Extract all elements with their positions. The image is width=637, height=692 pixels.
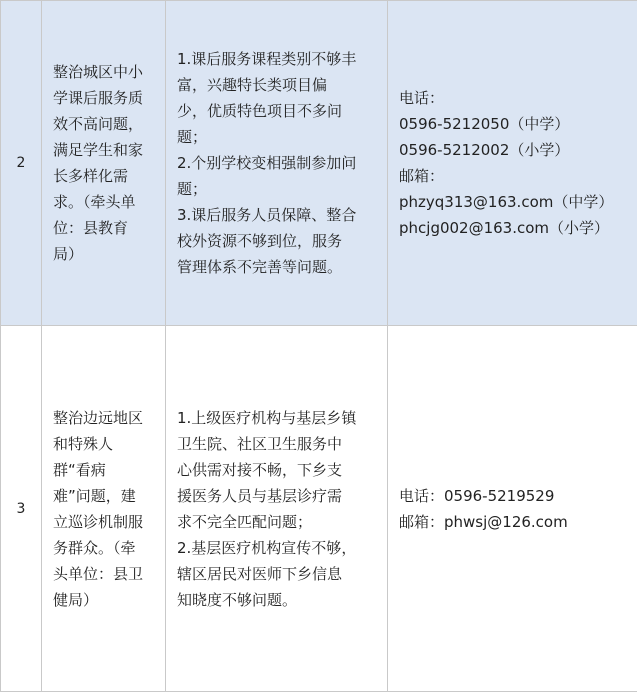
task-line: 务群众。（牵 bbox=[53, 535, 155, 561]
phone-line: 电话：0596-5219529 bbox=[399, 483, 627, 509]
task-line: 整治边远地区 bbox=[53, 405, 155, 431]
problem-line: 校外资源不够到位，服务 bbox=[177, 228, 377, 254]
problem-line: 心供需对接不畅，下乡支 bbox=[177, 457, 377, 483]
task-cell bbox=[42, 1, 166, 326]
email-line: 邮箱：phwsj@126.com bbox=[399, 509, 627, 535]
problem-line: 题； bbox=[177, 176, 377, 202]
task-line: 立巡诊机制服 bbox=[53, 509, 155, 535]
task-line: 局） bbox=[53, 241, 155, 267]
task-line: 难”问题，建 bbox=[53, 483, 155, 509]
task-line: 学课后服务质 bbox=[53, 85, 155, 111]
problem-line: 1.课后服务课程类别不够丰 bbox=[177, 46, 377, 72]
task-line: 位：县教育 bbox=[53, 215, 155, 241]
task-line: 健局） bbox=[53, 587, 155, 613]
problems-cell bbox=[166, 1, 388, 326]
task-line: 长多样化需 bbox=[53, 163, 155, 189]
problem-line: 知晓度不够问题。 bbox=[177, 587, 377, 613]
task-line: 和特殊人 bbox=[53, 431, 155, 457]
task-line: 群“看病 bbox=[53, 457, 155, 483]
phone-number: 0596-5212050（中学） bbox=[399, 111, 627, 137]
problem-line: 卫生院、社区卫生服务中 bbox=[177, 431, 377, 457]
problem-line: 2.基层医疗机构宣传不够， bbox=[177, 535, 377, 561]
task-line: 整治城区中小 bbox=[53, 59, 155, 85]
task-line: 求。（牵头单 bbox=[53, 189, 155, 215]
problem-line: 1.上级医疗机构与基层乡镇 bbox=[177, 405, 377, 431]
contact-cell bbox=[388, 1, 637, 326]
problem-line: 援医务人员与基层诊疗需 bbox=[177, 483, 377, 509]
problem-line: 求不完全匹配问题； bbox=[177, 509, 377, 535]
problem-line: 管理体系不完善等问题。 bbox=[177, 254, 377, 280]
task-line: 效不高问题， bbox=[53, 111, 155, 137]
row-number: 3 bbox=[1, 326, 42, 692]
problems-cell bbox=[166, 326, 388, 692]
problem-line: 3.课后服务人员保障、整合 bbox=[177, 202, 377, 228]
email-address: phcjg002@163.com（小学） bbox=[399, 215, 627, 241]
problem-line: 题； bbox=[177, 124, 377, 150]
task-line: 满足学生和家 bbox=[53, 137, 155, 163]
task-cell bbox=[42, 326, 166, 692]
email-address: phzyq313@163.com（中学） bbox=[399, 189, 627, 215]
table-row bbox=[1, 1, 637, 326]
phone-number: 0596-5212002（小学） bbox=[399, 137, 627, 163]
row-number: 2 bbox=[1, 1, 42, 326]
table-row bbox=[1, 326, 637, 692]
problem-line: 富，兴趣特长类项目偏 bbox=[177, 72, 377, 98]
task-line: 头单位：县卫 bbox=[53, 561, 155, 587]
problem-line: 2.个别学校变相强制参加问 bbox=[177, 150, 377, 176]
problem-line: 辖区居民对医师下乡信息 bbox=[177, 561, 377, 587]
problem-line: 少，优质特色项目不多问 bbox=[177, 98, 377, 124]
contact-label: 电话： bbox=[399, 85, 627, 111]
contact-label: 邮箱： bbox=[399, 163, 627, 189]
contact-cell bbox=[388, 326, 637, 692]
